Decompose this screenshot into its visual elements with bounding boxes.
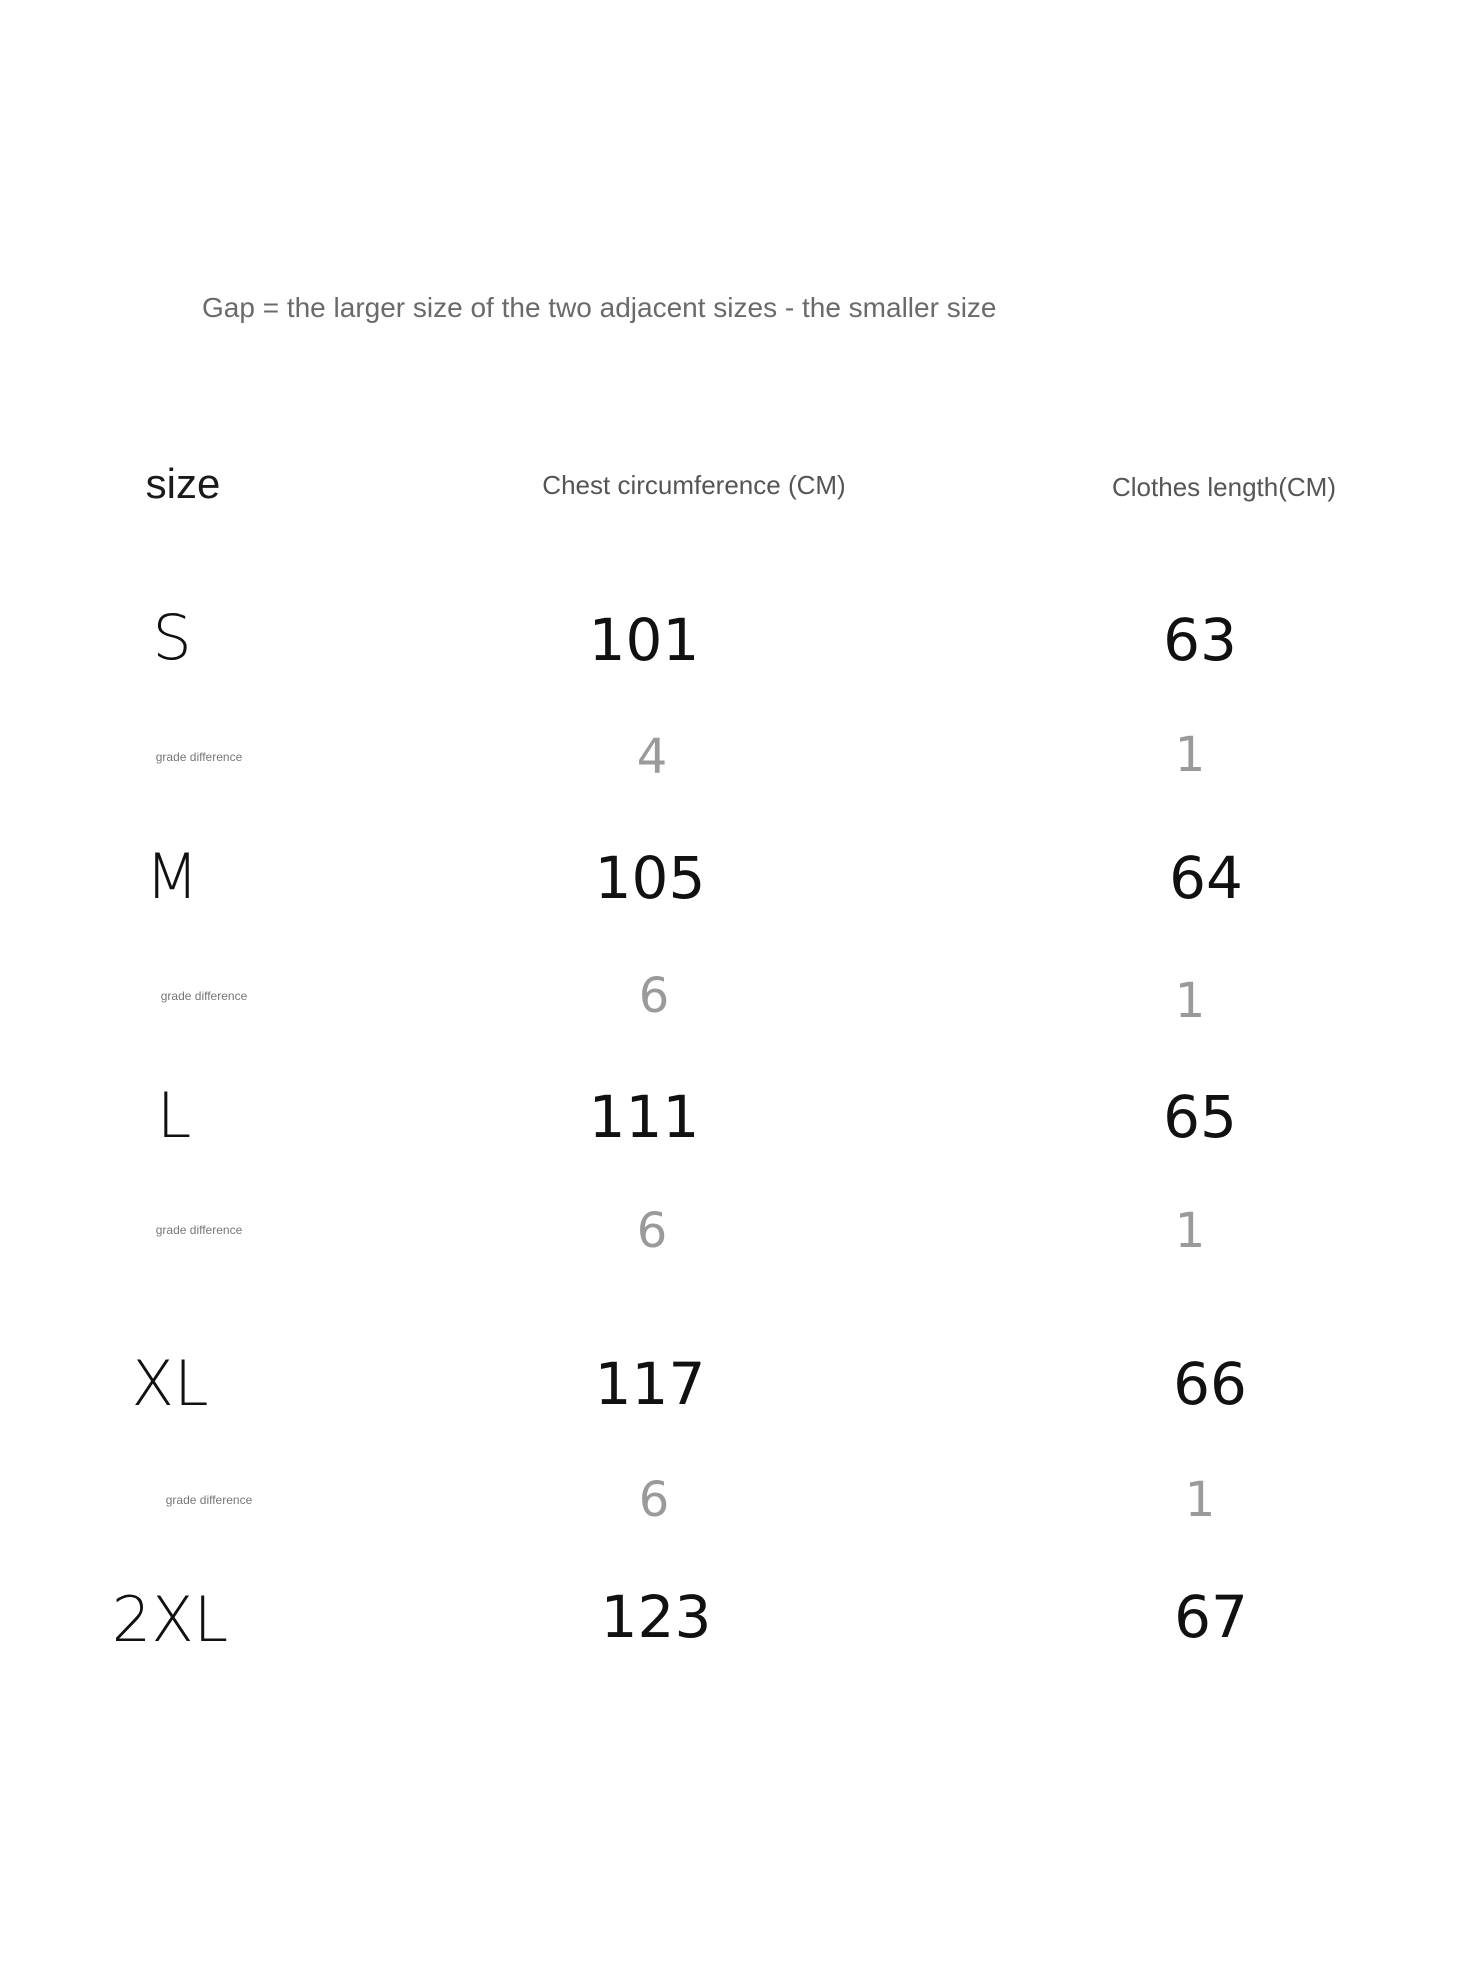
chest-gap-value: 4	[636, 729, 668, 785]
length-value-xl: 66	[1173, 1350, 1247, 1418]
chest-value-m: 105	[594, 844, 706, 912]
length-value-2xl: 67	[1174, 1583, 1248, 1651]
grade-difference-label: grade difference	[165, 1493, 253, 1507]
grade-difference-label: grade difference	[155, 750, 243, 764]
length-value-s: 63	[1163, 606, 1237, 674]
grade-difference-label: grade difference	[155, 1223, 243, 1237]
header-length: Clothes length(CM)	[1112, 472, 1336, 502]
chest-gap-value: 6	[636, 1203, 668, 1259]
chest-gap-value: 6	[638, 1472, 670, 1528]
header-size: size	[145, 460, 221, 507]
size-label-m: M	[145, 840, 199, 913]
length-value-l: 65	[1163, 1083, 1237, 1151]
size-label-s: S	[152, 601, 192, 674]
length-gap-value: 1	[1174, 727, 1206, 783]
header-chest: Chest circumference (CM)	[542, 470, 846, 500]
chest-value-xl: 117	[594, 1350, 706, 1418]
chest-gap-value: 6	[638, 968, 670, 1024]
size-label-l: L	[156, 1079, 192, 1152]
gap-formula-note: Gap = the larger size of the two adjacent sizes - the smaller size	[202, 292, 997, 323]
chest-value-2xl: 123	[600, 1583, 712, 1651]
grade-difference-label: grade difference	[160, 989, 248, 1003]
size-label-xl: XL	[131, 1347, 209, 1420]
length-gap-value: 1	[1184, 1472, 1216, 1528]
length-value-m: 64	[1169, 844, 1243, 912]
length-gap-value: 1	[1174, 973, 1206, 1029]
length-gap-value: 1	[1174, 1203, 1206, 1259]
size-label-2xl: 2XL	[111, 1583, 229, 1656]
chest-value-s: 101	[588, 606, 700, 674]
chest-value-l: 111	[588, 1083, 700, 1151]
